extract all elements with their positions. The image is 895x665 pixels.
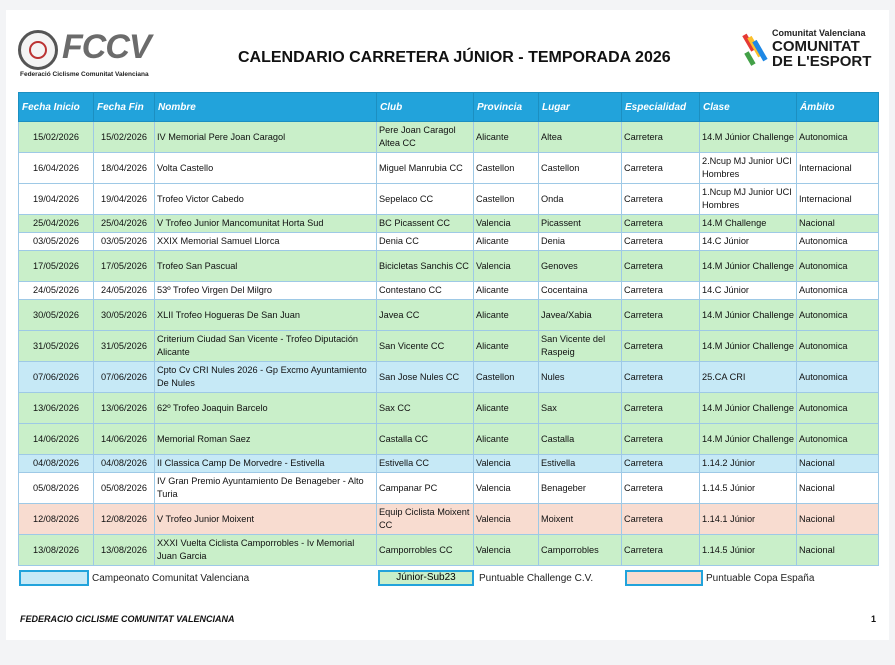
page-number: 1 (871, 614, 877, 624)
cell-start: 13/08/2026 (19, 535, 94, 566)
cell-provincia: Castellon (474, 184, 539, 215)
calendar-table (18, 92, 879, 566)
cell-clase: 14.C Júnior (700, 282, 797, 300)
cell-provincia: Valencia (474, 251, 539, 282)
right-logo-caption: Comunitat Valenciana (772, 28, 866, 38)
cell-name: Trofeo Victor Cabedo (155, 184, 377, 215)
cell-ambito: Autonomica (797, 122, 879, 153)
cell-provincia: Castellon (474, 153, 539, 184)
cell-especialidad: Carretera (622, 184, 700, 215)
cell-clase: 14.M Júnior Challenge (700, 251, 797, 282)
cell-ambito: Autonomica (797, 233, 879, 251)
table-header-row (19, 93, 879, 122)
cell-clase: 2.Ncup MJ Junior UCI Hombres (700, 153, 797, 184)
cell-lugar: Castalla (539, 424, 622, 455)
cell-ambito: Autonomica (797, 424, 879, 455)
cell-lugar: San Vicente del Raspeig (539, 331, 622, 362)
column-header: Fecha Inicio (19, 93, 94, 122)
cell-provincia: Alicante (474, 393, 539, 424)
cell-especialidad: Carretera (622, 455, 700, 473)
cell-especialidad: Carretera (622, 282, 700, 300)
cell-lugar: Cocentaina (539, 282, 622, 300)
cell-end: 14/06/2026 (94, 424, 155, 455)
cell-provincia: Alicante (474, 233, 539, 251)
cell-clase: 14.C Júnior (700, 233, 797, 251)
column-header: Provincia (474, 93, 539, 122)
cell-ambito: Autonomica (797, 393, 879, 424)
table-row (19, 282, 879, 300)
cell-lugar: Picassent (539, 215, 622, 233)
cell-club: Campanar PC (377, 473, 474, 504)
cell-start: 12/08/2026 (19, 504, 94, 535)
cell-end: 31/05/2026 (94, 331, 155, 362)
cell-name: XXIX Memorial Samuel Llorca (155, 233, 377, 251)
legend-label-copa: Puntuable Copa España (706, 573, 815, 584)
cell-start: 17/05/2026 (19, 251, 94, 282)
cell-lugar: Castellon (539, 153, 622, 184)
cell-clase: 14.M Júnior Challenge (700, 393, 797, 424)
cell-end: 25/04/2026 (94, 215, 155, 233)
cell-lugar: Javea/Xabia (539, 300, 622, 331)
cell-end: 15/02/2026 (94, 122, 155, 153)
cell-start: 05/08/2026 (19, 473, 94, 504)
legend-swatch-challenge (378, 570, 474, 586)
cell-lugar: Sax (539, 393, 622, 424)
right-logo-line-1: COMUNITAT (772, 38, 860, 55)
cell-lugar: Benageber (539, 473, 622, 504)
cell-start: 30/05/2026 (19, 300, 94, 331)
cell-start: 25/04/2026 (19, 215, 94, 233)
cell-lugar: Altea (539, 122, 622, 153)
legend-swatch-challenge-text: Júnior-Sub23 (396, 572, 456, 583)
column-header: Lugar (539, 93, 622, 122)
cell-lugar: Genoves (539, 251, 622, 282)
cell-ambito: Nacional (797, 535, 879, 566)
cell-ambito: Autonomica (797, 282, 879, 300)
page-title: CALENDARIO CARRETERA JÚNIOR - TEMPORADA 2026 (238, 49, 671, 66)
table-row (19, 215, 879, 233)
table-row (19, 393, 879, 424)
cell-club: San Jose Nules CC (377, 362, 474, 393)
table-row (19, 300, 879, 331)
cell-club: Sax CC (377, 393, 474, 424)
cell-clase: 1.14.2 Júnior (700, 455, 797, 473)
cell-name: XXXI Vuelta Ciclista Camporrobles - Iv Memorial Juan Garcia (155, 535, 377, 566)
column-header: Club (377, 93, 474, 122)
cell-ambito: Autonomica (797, 362, 879, 393)
legend-label-campeonato: Campeonato Comunitat Valenciana (92, 573, 250, 584)
cell-lugar: Camporrobles (539, 535, 622, 566)
table-row (19, 455, 879, 473)
cell-start: 03/05/2026 (19, 233, 94, 251)
table-row (19, 424, 879, 455)
cell-especialidad: Carretera (622, 122, 700, 153)
cell-name: V Trofeo Junior Mancomunitat Horta Sud (155, 215, 377, 233)
column-header: Especialidad (622, 93, 700, 122)
cell-lugar: Estivella (539, 455, 622, 473)
column-header: Fecha Fin (94, 93, 155, 122)
cell-especialidad: Carretera (622, 424, 700, 455)
cell-name: IV Memorial Pere Joan Caragol (155, 122, 377, 153)
cell-name: II Classica Camp De Morvedre - Estivella (155, 455, 377, 473)
cell-provincia: Castellon (474, 362, 539, 393)
cell-start: 15/02/2026 (19, 122, 94, 153)
right-logo-line-2: DE L'ESPORT (772, 53, 872, 70)
table-row (19, 184, 879, 215)
cell-club: Pere Joan Caragol Altea CC (377, 122, 474, 153)
cell-club: Estivella CC (377, 455, 474, 473)
cell-start: 19/04/2026 (19, 184, 94, 215)
cell-club: Sepelaco CC (377, 184, 474, 215)
cell-start: 16/04/2026 (19, 153, 94, 184)
table-row (19, 233, 879, 251)
cell-especialidad: Carretera (622, 215, 700, 233)
column-header: Nombre (155, 93, 377, 122)
cell-especialidad: Carretera (622, 362, 700, 393)
legend-swatch-copa (625, 570, 703, 586)
cell-start: 31/05/2026 (19, 331, 94, 362)
cell-ambito: Nacional (797, 473, 879, 504)
cell-clase: 14.M Júnior Challenge (700, 122, 797, 153)
cell-end: 07/06/2026 (94, 362, 155, 393)
cell-name: V Trofeo Junior Moixent (155, 504, 377, 535)
cell-provincia: Valencia (474, 535, 539, 566)
cell-club: Equip Ciclista Moixent CC (377, 504, 474, 535)
cell-ambito: Nacional (797, 455, 879, 473)
column-header: Clase (700, 93, 797, 122)
cell-clase: 1.14.5 Júnior (700, 535, 797, 566)
table-row (19, 535, 879, 566)
legend-swatch-campeonato (19, 570, 89, 586)
cell-name: 62º Trofeo Joaquin Barcelo (155, 393, 377, 424)
cell-especialidad: Carretera (622, 331, 700, 362)
cell-end: 03/05/2026 (94, 233, 155, 251)
fccv-logo-subtitle: Federació Ciclisme Comunitat Valenciana (20, 71, 149, 78)
cell-name: Trofeo San Pascual (155, 251, 377, 282)
cell-club: San Vicente CC (377, 331, 474, 362)
table-row (19, 251, 879, 282)
fccv-logo-text: FCCV (62, 28, 151, 66)
cell-especialidad: Carretera (622, 233, 700, 251)
table-row (19, 331, 879, 362)
cell-ambito: Autonomica (797, 331, 879, 362)
cell-clase: 14.M Júnior Challenge (700, 424, 797, 455)
cell-clase: 1.14.1 Júnior (700, 504, 797, 535)
cell-end: 18/04/2026 (94, 153, 155, 184)
cell-ambito: Internacional (797, 184, 879, 215)
cell-provincia: Alicante (474, 282, 539, 300)
cell-ambito: Internacional (797, 153, 879, 184)
cell-provincia: Valencia (474, 473, 539, 504)
table-row (19, 504, 879, 535)
cell-name: Cpto Cv CRI Nules 2026 - Gp Excmo Ayuntamiento De Nules (155, 362, 377, 393)
table-body (19, 122, 879, 566)
comunitat-esport-logo (742, 28, 882, 72)
cell-especialidad: Carretera (622, 504, 700, 535)
brush-strokes-icon (742, 30, 770, 70)
cell-name: Memorial Roman Saez (155, 424, 377, 455)
fccv-logo (18, 30, 158, 78)
cell-club: BC Picassent CC (377, 215, 474, 233)
cell-name: IV Gran Premio Ayuntamiento De Benageber - Alto Turia (155, 473, 377, 504)
fccv-emblem-icon (18, 30, 58, 70)
cell-provincia: Alicante (474, 331, 539, 362)
cell-lugar: Nules (539, 362, 622, 393)
cell-club: Denia CC (377, 233, 474, 251)
cell-clase: 14.M Challenge (700, 215, 797, 233)
cell-provincia: Valencia (474, 455, 539, 473)
cell-club: Contestano CC (377, 282, 474, 300)
cell-club: Javea CC (377, 300, 474, 331)
cell-lugar: Onda (539, 184, 622, 215)
cell-end: 24/05/2026 (94, 282, 155, 300)
cell-clase: 14.M Júnior Challenge (700, 331, 797, 362)
cell-especialidad: Carretera (622, 393, 700, 424)
cell-provincia: Alicante (474, 122, 539, 153)
cell-end: 17/05/2026 (94, 251, 155, 282)
cell-end: 04/08/2026 (94, 455, 155, 473)
cell-ambito: Nacional (797, 215, 879, 233)
cell-name: XLII Trofeo Hogueras De San Juan (155, 300, 377, 331)
cell-provincia: Valencia (474, 215, 539, 233)
cell-ambito: Nacional (797, 504, 879, 535)
column-header: Ámbito (797, 93, 879, 122)
cell-name: Criterium Ciudad San Vicente - Trofeo Diputación Alicante (155, 331, 377, 362)
cell-provincia: Alicante (474, 300, 539, 331)
cell-end: 12/08/2026 (94, 504, 155, 535)
cell-provincia: Valencia (474, 504, 539, 535)
cell-start: 24/05/2026 (19, 282, 94, 300)
cell-especialidad: Carretera (622, 535, 700, 566)
cell-start: 13/06/2026 (19, 393, 94, 424)
table-row (19, 362, 879, 393)
table-row (19, 153, 879, 184)
cell-clase: 1.Ncup MJ Junior UCI Hombres (700, 184, 797, 215)
footer-org: FEDERACIO CICLISME COMUNITAT VALENCIANA (20, 614, 235, 624)
cell-club: Miguel Manrubia CC (377, 153, 474, 184)
legend-label-challenge: Puntuable Challenge C.V. (479, 573, 594, 584)
cell-lugar: Moixent (539, 504, 622, 535)
cell-ambito: Autonomica (797, 300, 879, 331)
cell-start: 04/08/2026 (19, 455, 94, 473)
cell-end: 13/06/2026 (94, 393, 155, 424)
cell-clase: 25.CA CRI (700, 362, 797, 393)
legend (0, 570, 895, 588)
cell-ambito: Autonomica (797, 251, 879, 282)
cell-name: 53º Trofeo Virgen Del Milgro (155, 282, 377, 300)
cell-clase: 1.14.5 Júnior (700, 473, 797, 504)
cell-especialidad: Carretera (622, 473, 700, 504)
cell-especialidad: Carretera (622, 251, 700, 282)
cell-name: Volta Castello (155, 153, 377, 184)
cell-start: 07/06/2026 (19, 362, 94, 393)
cell-clase: 14.M Júnior Challenge (700, 300, 797, 331)
cell-end: 30/05/2026 (94, 300, 155, 331)
cell-especialidad: Carretera (622, 153, 700, 184)
cell-especialidad: Carretera (622, 300, 700, 331)
cell-end: 13/08/2026 (94, 535, 155, 566)
cell-club: Castalla CC (377, 424, 474, 455)
table-row (19, 122, 879, 153)
cell-end: 19/04/2026 (94, 184, 155, 215)
cell-provincia: Alicante (474, 424, 539, 455)
cell-lugar: Denia (539, 233, 622, 251)
cell-club: Camporrobles CC (377, 535, 474, 566)
cell-club: Bicicletas Sanchis CC (377, 251, 474, 282)
cell-end: 05/08/2026 (94, 473, 155, 504)
table-row (19, 473, 879, 504)
cell-start: 14/06/2026 (19, 424, 94, 455)
